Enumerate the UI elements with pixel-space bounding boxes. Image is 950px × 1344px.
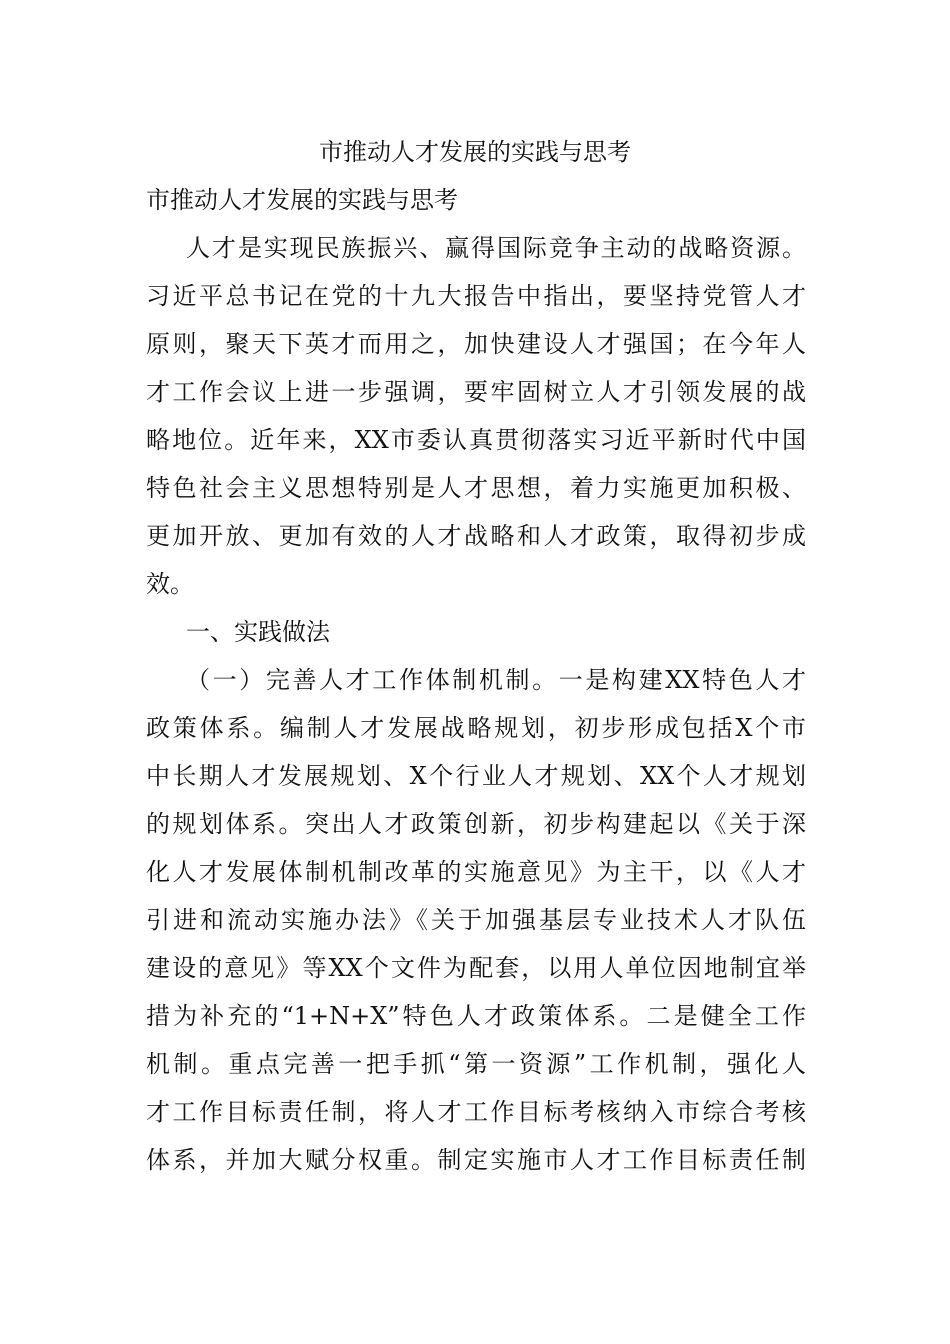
paragraph-line: 特色社会主义思想特别是人才思想，着力实施更加积极、 (146, 474, 806, 502)
paragraph-line: 引进和流动实施办法》《关于加强基层专业技术人才队伍 (146, 906, 806, 934)
paragraph-line: 机制。重点完善一把手抓“第一资源”工作机制，强化人 (146, 1050, 806, 1078)
paragraph-line: 中长期人才发展规划、X个行业人才规划、XX个人才规划 (146, 762, 806, 790)
document-title: 市推动人才发展的实践与思考 (319, 138, 631, 166)
paragraph-line: 措为补充的“1+N+X”特色人才政策体系。二是健全工作 (146, 1002, 806, 1030)
paragraph-line: 政策体系。编制人才发展战略规划，初步形成包括X个市 (146, 714, 806, 742)
paragraph-line: 建设的意见》等XX个文件为配套，以用人单位因地制宜举 (146, 954, 806, 982)
paragraph-line: 原则，聚天下英才而用之，加快建设人才强国；在今年人 (146, 330, 806, 358)
paragraph-line: 才工作会议上进一步强调，要牢固树立人才引领发展的战 (146, 378, 806, 406)
paragraph-line: 略地位。近年来，XX市委认真贯彻落实习近平新时代中国 (146, 426, 806, 454)
paragraph-line: 体系，并加大赋分权重。制定实施市人才工作目标责任制 (146, 1146, 806, 1174)
document-subtitle: 市推动人才发展的实践与思考 (146, 186, 458, 214)
paragraph-line: （一）完善人才工作体制机制。一是构建XX特色人才 (186, 666, 806, 694)
paragraph-line: 才工作目标责任制，将人才工作目标考核纳入市综合考核 (146, 1098, 806, 1126)
section-heading: 一、实践做法 (186, 618, 330, 646)
paragraph-line: 的规划体系。突出人才政策创新，初步构建起以《关于深 (146, 810, 806, 838)
paragraph-line: 人才是实现民族振兴、赢得国际竞争主动的战略资源。 (186, 234, 806, 262)
paragraph-line: 习近平总书记在党的十九大报告中指出，要坚持党管人才 (146, 282, 806, 310)
paragraph-line: 化人才发展体制机制改革的实施意见》为主干，以《人才 (146, 858, 806, 886)
paragraph-line: 效。 (146, 570, 194, 598)
paragraph-line: 更加开放、更加有效的人才战略和人才政策，取得初步成 (146, 522, 806, 550)
